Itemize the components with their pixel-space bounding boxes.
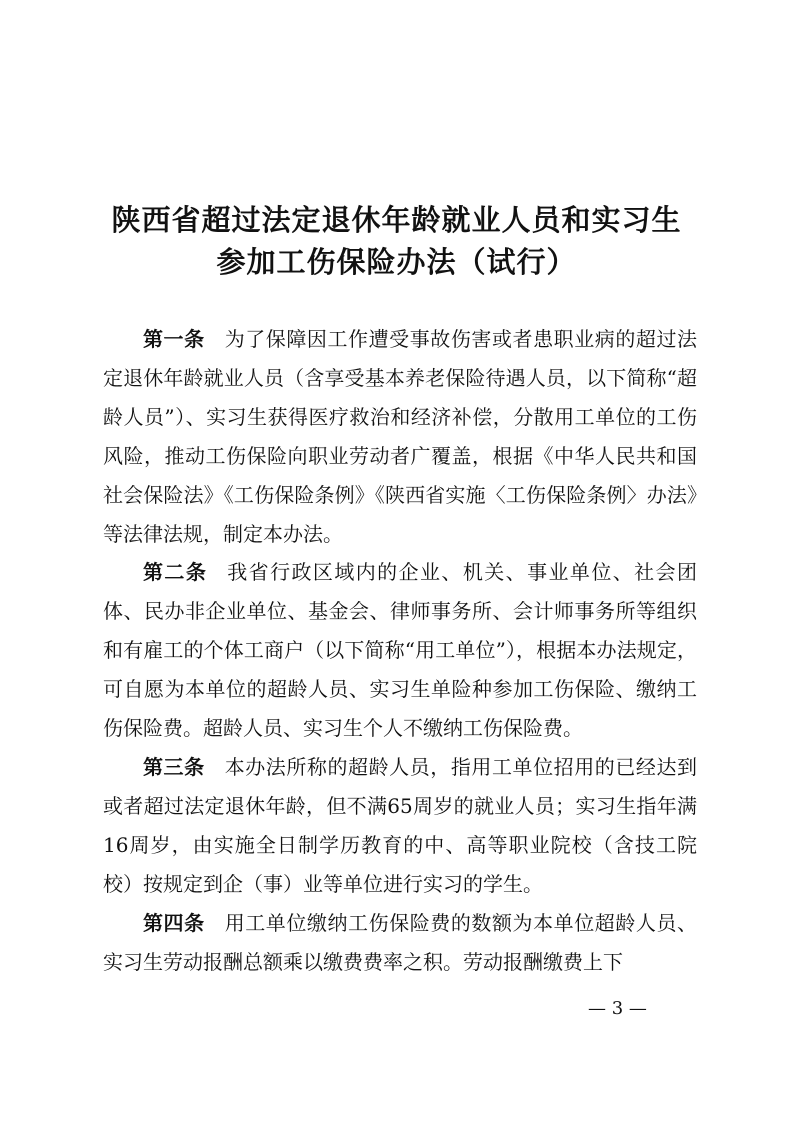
article-heading: 第四条 [143,910,205,935]
article-4 [103,904,697,982]
page-number: — 3 — [588,998,647,1019]
article-3 [103,748,697,904]
article-heading: 第一条 [143,327,205,351]
article-text: 我省行政区域内的企业、机关、事业单位、社会团体、民办非企业单位、基金会、律师事务所、会计师事务所等组织和有雇工的个体工商户（以下简称“用工单位”），根据本办法规定，可自愿为本单位的超龄人员、实习生单险种参加工伤保险、缴纳工伤保险费。超龄人员、实习生个人不缴纳工伤保险费。 [103,560,697,741]
document-body [103,320,697,981]
article-text: 本办法所称的超龄人员，指用工单位招用的已经达到或者超过法定退休年龄，但不满65周岁的就业人员；实习生指年满16周岁，由实施全日制学历教育的中、高等职业院校（含技工院校）按规定到企（事）业等单位进行实习的学生。 [103,754,698,896]
article-text: 用工单位缴纳工伤保险费的数额为本单位超龄人员、实习生劳动报酬总额乘以缴费费率之积。劳动报酬缴费上下 [103,910,698,974]
article-heading: 第三条 [143,754,205,779]
title-line-1: 陕西省超过法定退休年龄就业人员和实习生 [111,203,682,237]
article-text: 为了保障因工作遭受事故伤害或者患职业病的超过法定退休年龄就业人员（含享受基本养老保险待遇人员，以下简称“超龄人员”）、实习生获得医疗救治和经济补偿，分散用工单位的工伤风险，推动工伤保险向职业劳动者广覆盖，根据《中华人民共和国社会保险法》《工伤保险条例》《陕西省实施〈工伤保险条例〉办法》等法律法规，制定本办法。 [103,327,698,546]
article-2 [103,553,697,748]
article-heading: 第二条 [143,560,208,585]
title-line-2: 参加工伤保险办法（试行） [216,245,577,279]
article-1 [103,320,697,553]
